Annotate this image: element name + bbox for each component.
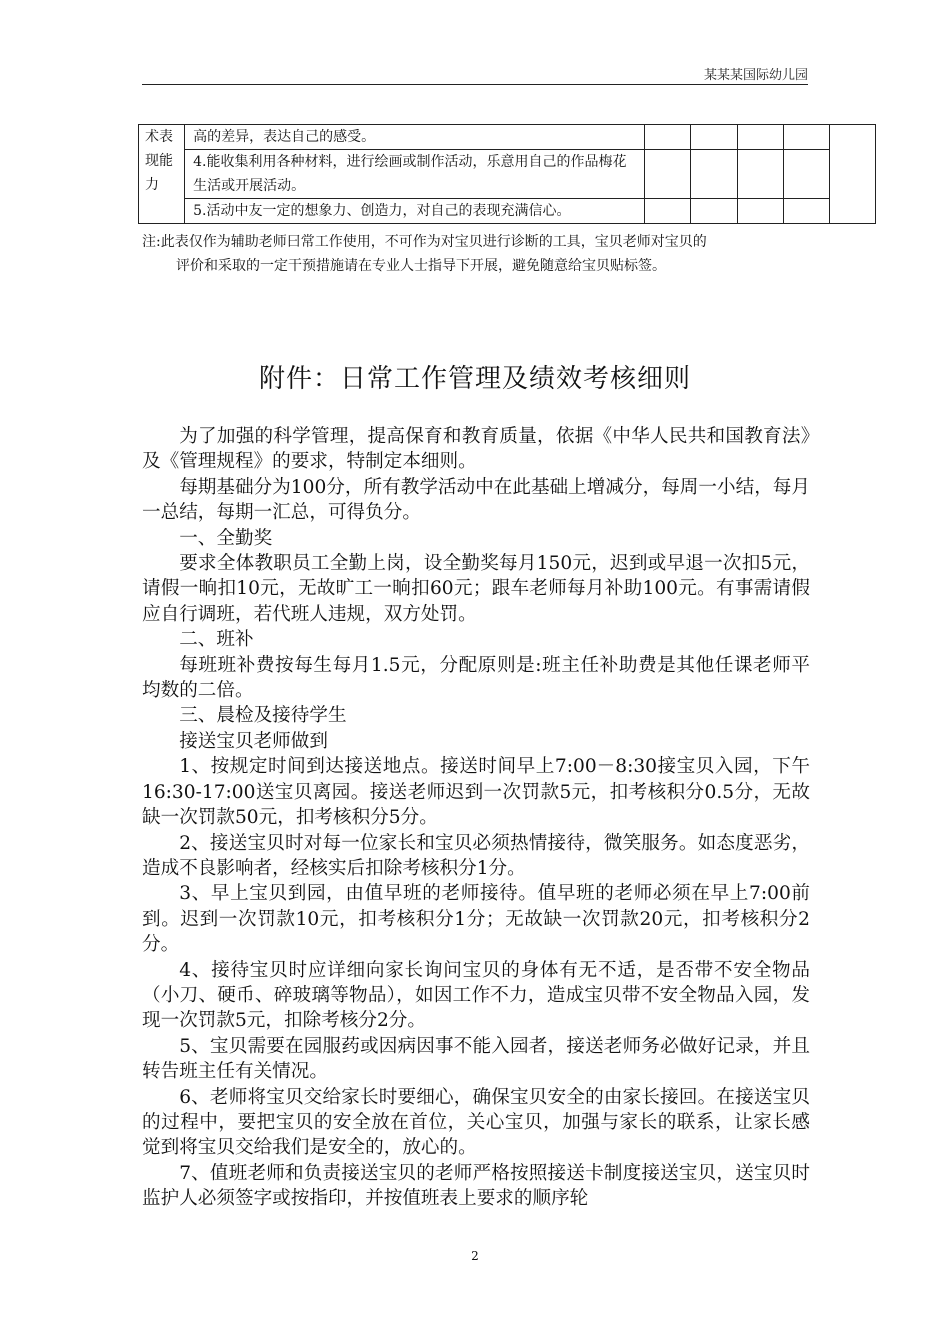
- table-row: [139, 199, 876, 224]
- assessment-table: [138, 124, 876, 224]
- rating-cell: [737, 199, 783, 224]
- header-divider: [142, 84, 808, 85]
- document-title: 附件：日常工作管理及绩效考核细则: [258, 364, 691, 394]
- rating-cell: [783, 125, 829, 150]
- paragraph: 每期基础分为100分，所有教学活动中在此基础上增减分，每周一小结，每月一总结，每期一汇总，可得负分。: [142, 476, 810, 524]
- rating-cell: [645, 150, 691, 199]
- section-heading: 一、全勤奖: [179, 527, 273, 549]
- rating-cell: [691, 199, 737, 224]
- table-row: [139, 125, 876, 150]
- table-row: [139, 150, 876, 199]
- paragraph: 每班班补费按每生每月1.5元，分配原则是:班主任补助费是其他任课老师平均数的二倍。: [142, 654, 810, 702]
- paragraph: 3、早上宝贝到园，由值早班的老师接待。值早班的老师必须在早上7:00前到。迟到一次罚款10元，扣考核积分1分；无故缺一次罚款20元，扣考核积分2分。: [142, 883, 810, 956]
- note-line: 注:此表仅作为辅助老师曰常工作使用，不可作为对宝贝进行诊断的工具，宝贝老师对宝贝的: [142, 234, 707, 250]
- rating-cell: [783, 150, 829, 199]
- paragraph: 2、接送宝贝时对每一位家长和宝贝必须热情接待，微笑服务。如态度恶劣，造成不良影响者，经核实后扣除考核积分1分。: [142, 832, 810, 879]
- criteria-cell: 高的差异，表达自己的感受。: [185, 125, 645, 150]
- category-cell: [139, 125, 185, 224]
- paragraph: 5、宝贝需要在园服药或因病因事不能入园者，接送老师务必做好记录，并且转告班主任有关情况。: [142, 1035, 810, 1083]
- category-line: 现能: [145, 153, 173, 169]
- section-heading: 三、晨检及接待学生: [179, 705, 347, 727]
- category-line: 力: [145, 177, 159, 193]
- criteria-cell: 5.活动中友一定的想象力、创造力，对自己的表现充满信心。: [185, 199, 645, 224]
- paragraph: 要求全体教职员工全勤上岗，设全勤奖每月150元，迟到或早退一次扣5元，请假一晌扣10元，无故旷工一晌扣60元；跟车老师每月补助100元。有事需请假应自行调班，若代班人违规，双方处罚。: [142, 553, 810, 625]
- rating-cell: [737, 150, 783, 199]
- rating-cell: [691, 125, 737, 150]
- rating-cell: [691, 150, 737, 199]
- paragraph: 7、值班老师和负责接送宝贝的老师严格按照接送卡制度接送宝贝，送宝贝时监护人必须签字或按指印，并按值班表上要求的顺序轮: [142, 1162, 810, 1210]
- criteria-cell: 4.能收集利用各种材料，进行绘画或制作活动，乐意用自己的作品梅花生活或开展活动。: [185, 150, 645, 199]
- paragraph: 为了加强的科学管理，提高保育和教育质量，依据《中华人民共和国教育法》及《管理规程》的要求，特制定本细则。: [142, 426, 810, 473]
- rating-cell: [829, 125, 875, 224]
- paragraph: 1、按规定时间到达接送地点。接送时间早上7:00－8:30接宝贝入园，下午16:30-17:00送宝贝离园。接送老师迟到一次罚款5元，扣考核积分0.5分，无故缺一次罚款50元，扣考核积分5分。: [142, 756, 810, 829]
- category-line: 术表: [145, 129, 173, 145]
- paragraph: 接送宝贝老师做到: [179, 730, 328, 752]
- rating-cell: [737, 125, 783, 150]
- table-note: [142, 230, 842, 278]
- note-line: 评价和采取的一定干预措施请在专业人士指导下开展，避免随意给宝贝贴标签。: [176, 258, 666, 274]
- rating-cell: [645, 199, 691, 224]
- header-school-name: 某某某国际幼儿园: [703, 68, 808, 83]
- document-body: [142, 424, 810, 1212]
- paragraph: 4、接待宝贝时应详细向家长询问宝贝的身体有无不适，是否带不安全物品（小刀、硬币、碎玻璃等物品），如因工作不力，造成宝贝带不安全物品入园，发现一次罚款5元，扣除考核分2分。: [142, 959, 810, 1032]
- rating-cell: [645, 125, 691, 150]
- paragraph: 6、老师将宝贝交给家长时要细心，确保宝贝安全的由家长接回。在接送宝贝的过程中，要把宝贝的安全放在首位，关心宝贝，加强与家长的联系，让家长感觉到将宝贝交给我们是安全的，放心的。: [142, 1086, 810, 1159]
- section-heading: 二、班补: [179, 629, 254, 651]
- rating-cell: [783, 199, 829, 224]
- page-number: 2: [471, 1249, 479, 1263]
